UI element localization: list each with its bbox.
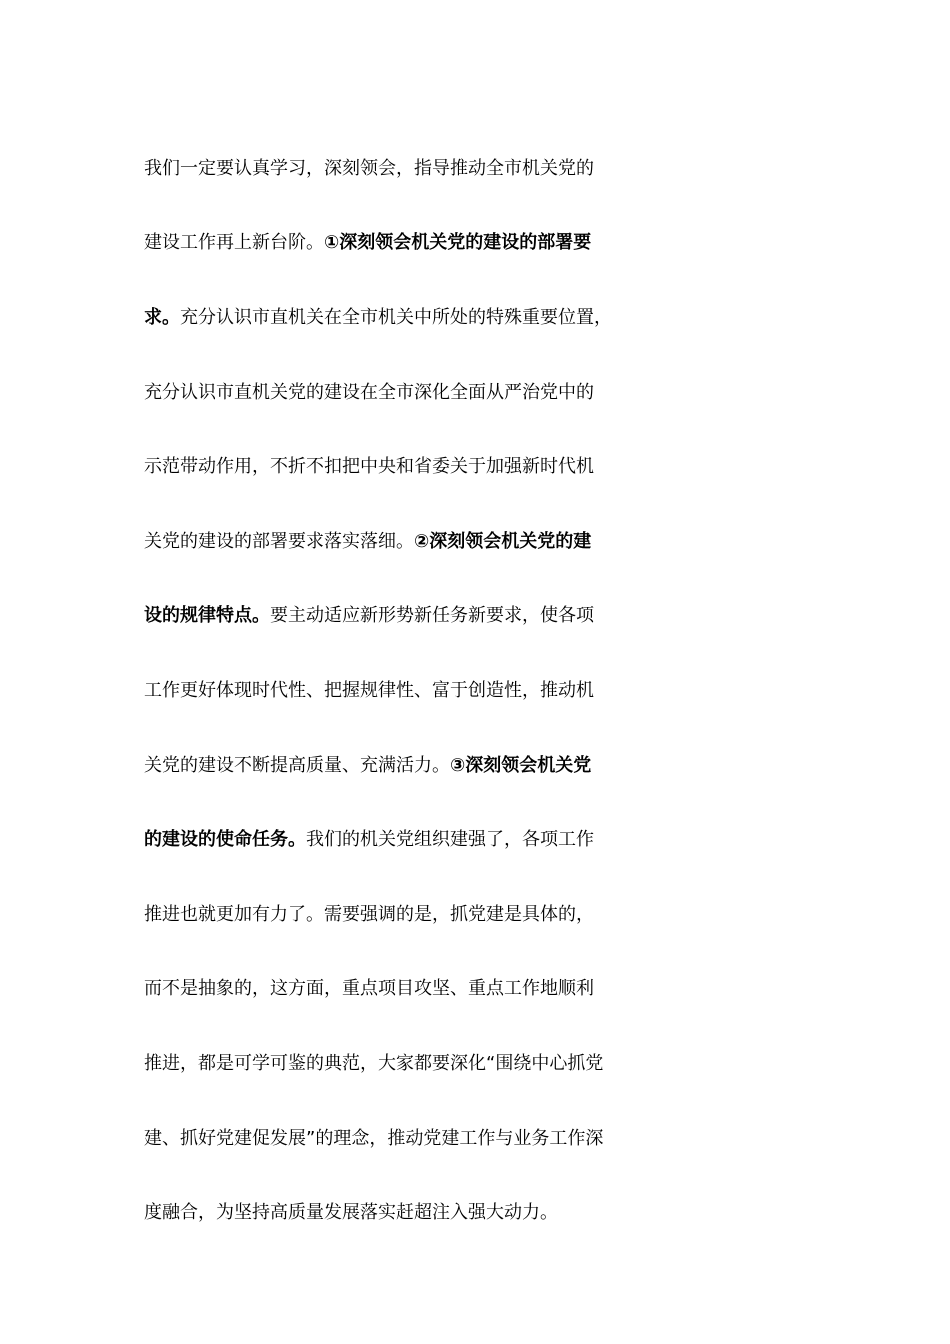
bold-heading-run: ①深刻领会机关党的建设的部署要 — [324, 232, 592, 253]
bold-heading-run: ③深刻领会机关党 — [450, 755, 592, 776]
text-run: 要主动适应新形势新任务新要求，使各项 — [270, 605, 594, 626]
text-run: 推进，都是可学可鉴的典范，大家都要深化“围绕中心抓党 — [144, 1053, 604, 1074]
text-run: 度融合，为坚持高质量发展落实赶超注入强大动力。 — [144, 1202, 558, 1223]
text-run: 充分认识市直机关党的建设在全市深化全面从严治党中的 — [144, 382, 594, 403]
paragraph-line — [144, 522, 844, 562]
paragraph-line — [144, 1193, 844, 1233]
paragraph-line — [144, 223, 844, 263]
paragraph-line — [144, 1119, 844, 1159]
paragraph-line — [144, 969, 844, 1009]
text-run: 示范带动作用，不折不扣把中央和省委关于加强新时代机 — [144, 456, 594, 477]
text-run: 而不是抽象的，这方面，重点项目攻坚、重点工作地顺利 — [144, 978, 594, 999]
bold-heading-run: ②深刻领会机关党的建 — [414, 531, 592, 552]
text-run: 关党的建设不断提高质量、充满活力。 — [144, 755, 450, 776]
bold-heading-run: 求。 — [144, 307, 180, 328]
paragraph-line — [144, 895, 844, 935]
paragraph-line — [144, 373, 844, 413]
text-run: 关党的建设的部署要求落实落细。 — [144, 531, 414, 552]
text-run: 建设工作再上新台阶。 — [144, 232, 324, 253]
paragraph-line — [144, 1044, 844, 1084]
text-run: 我们的机关党组织建强了，各项工作 — [306, 829, 594, 850]
paragraph-line — [144, 447, 844, 487]
paragraph-line — [144, 746, 844, 786]
paragraph-line — [144, 149, 844, 189]
bold-heading-run: 的建设的使命任务。 — [144, 829, 306, 850]
text-run: 建、抓好党建促发展”的理念，推动党建工作与业务工作深 — [144, 1128, 604, 1149]
text-run: 充分认识市直机关在全市机关中所处的特殊重要位置， — [180, 307, 612, 328]
paragraph-line — [144, 671, 844, 711]
paragraph-line — [144, 820, 844, 860]
text-run: 工作更好体现时代性、把握规律性、富于创造性，推动机 — [144, 680, 594, 701]
paragraph-line — [144, 596, 844, 636]
text-run: 我们一定要认真学习，深刻领会，指导推动全市机关党的 — [144, 158, 594, 179]
paragraph-line — [144, 298, 844, 338]
text-run: 推进也就更加有力了。需要强调的是，抓党建是具体的， — [144, 904, 594, 925]
bold-heading-run: 设的规律特点。 — [144, 605, 270, 626]
